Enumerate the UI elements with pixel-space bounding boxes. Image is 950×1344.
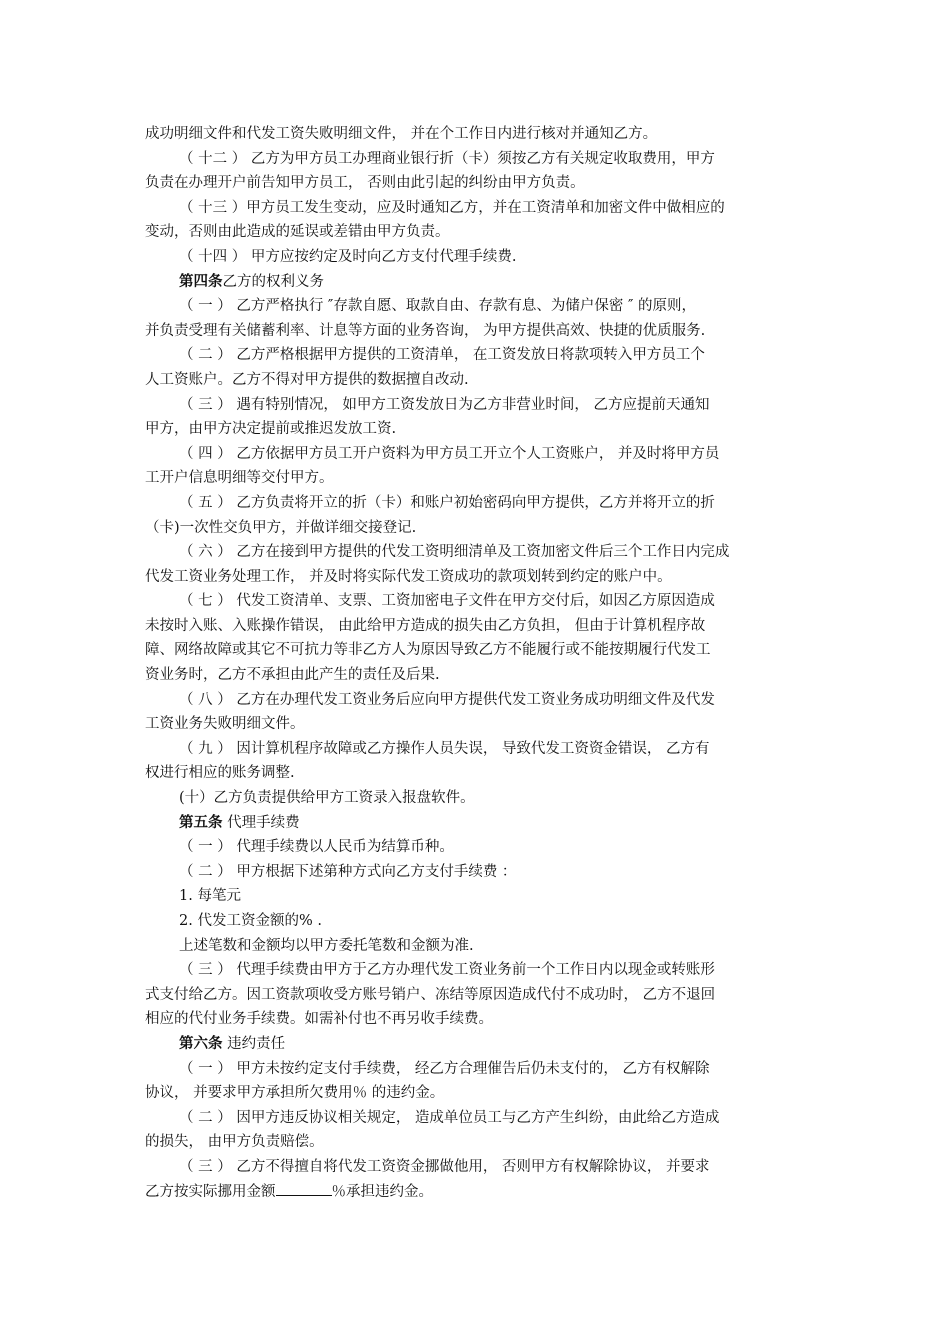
text-line: 负责在办理开户前告知甲方员工， 否则由此引起的纠纷由甲方负责。	[145, 175, 585, 192]
text-line: （ 三 ） 乙方不得擅自将代发工资资金挪做他用， 否则甲方有权解除协议， 并要求	[179, 1158, 710, 1175]
article-number: 第六条	[179, 1035, 223, 1052]
text-fragment: 乙方按实际挪用金额	[145, 1183, 276, 1200]
text-line: （ 八 ） 乙方在办理代发工资业务后应向甲方提供代发工资业务成功明细文件及代发	[179, 691, 715, 708]
text-line: 上述笔数和金额均以甲方委托笔数和金额为准.	[179, 937, 474, 954]
text-line: 未按时入账、入账操作错误， 由此给甲方造成的损失由乙方负担， 但由于计算机程序故	[145, 617, 706, 634]
text-line: 资业务时，乙方不承担由此产生的责任及后果.	[145, 667, 440, 684]
text-line: （ 七 ） 代发工资清单、支票、工资加密电子文件在甲方交付后，如因乙方原因造成	[179, 593, 715, 610]
text-line: （ 五 ） 乙方负责将开立的折（卡）和账户初始密码向甲方提供，乙方并将开立的折	[179, 494, 715, 511]
blank-underline	[276, 1181, 332, 1196]
contract-text	[145, 122, 807, 1204]
article-number: 第四条	[179, 273, 223, 290]
article-number: 第五条	[179, 814, 223, 831]
text-line: （ 二 ） 甲方根据下述第种方式向乙方支付手续费 ：	[179, 863, 517, 880]
text-line: 工开户信息明细等交付甲方。	[145, 470, 334, 487]
article-heading	[145, 270, 807, 295]
article-title: 乙方的权利义务	[222, 273, 324, 290]
article-heading	[145, 1032, 807, 1057]
text-line: 甲方，由甲方决定提前或推迟发放工资.	[145, 421, 397, 438]
text-line: （ 九 ） 因计算机程序故障或乙方操作人员失误， 导致代发工资资金错误， 乙方有	[179, 740, 710, 757]
text-line: 成功明细文件和代发工资失败明细文件， 并在个工作日内进行核对并通知乙方。	[145, 126, 658, 142]
text-line: 变动，否则由此造成的延误或差错由甲方负责。	[145, 224, 450, 241]
text-line: （ 三 ） 代理手续费由甲方于乙方办理代发工资业务前一个工作日内以现金或转账形	[179, 962, 715, 979]
text-line	[145, 1180, 807, 1205]
text-line: （ 十四 ） 甲方应按约定及时向乙方支付代理手续费.	[179, 248, 517, 265]
text-line: 障、网络故障或其它不可抗力等非乙方人为原因导致乙方不能履行或不能按期履行代发工	[145, 642, 711, 659]
article-title: 代理手续费	[222, 814, 300, 831]
text-line: （ 三 ） 遇有特别情况， 如甲方工资发放日为乙方非营业时间， 乙方应提前天通知	[179, 396, 710, 413]
text-fragment: ％承担违约金。	[331, 1183, 433, 1200]
text-line: 式支付给乙方。因工资款项收受方账号销户、冻结等原因造成代付不成功时， 乙方不退回	[145, 986, 716, 1003]
text-line: 代发工资业务处理工作， 并及时将实际代发工资成功的款项划转到约定的账户中。	[145, 568, 672, 585]
text-line: （ 二 ） 乙方严格根据甲方提供的工资清单， 在工资发放日将款项转入甲方员工个	[179, 347, 705, 364]
text-line: 工资业务失败明细文件。	[145, 716, 305, 733]
article-title: 违约责任	[222, 1035, 286, 1052]
text-line: 2. 代发工资金额的% .	[179, 913, 322, 929]
text-line: （ 四 ） 乙方依据甲方员工开户资料为甲方员工开立个人工资账户， 并及时将甲方员	[179, 445, 720, 462]
text-line: 相应的代付业务手续费。如需补付也不再另收手续费。	[145, 1011, 493, 1028]
text-line: 1. 每笔元	[179, 888, 241, 905]
text-line: 的损失， 由甲方负责赔偿。	[145, 1134, 324, 1151]
text-line: （卡)一次性交负甲方，并做详细交接登记.	[145, 519, 417, 536]
text-line: 人工资账户。乙方不得对甲方提供的数据擅自改动.	[145, 371, 469, 388]
text-line: （ 十二 ） 乙方为甲方员工办理商业银行折（卡）须按乙方有关规定收取费用，甲方	[179, 150, 715, 167]
text-line: 并负责受理有关储蓄利率、计息等方面的业务咨询， 为甲方提供高效、快捷的优质服务.	[145, 322, 706, 339]
text-line: （ 六 ） 乙方在接到甲方提供的代发工资明细清单及工资加密文件后三个工作日内完成	[179, 544, 730, 561]
text-line: （ 一 ） 乙方严格执行 ″存款自愿、取款自由、存款有息、为储户保密 ″ 的原则，	[179, 298, 696, 315]
article-heading	[145, 811, 807, 836]
text-line: （ 一 ） 甲方未按约定支付手续费， 经乙方合理催告后仍未支付的， 乙方有权解除	[179, 1060, 710, 1077]
text-line: 协议， 并要求甲方承担所欠费用％ 的违约金。	[145, 1085, 445, 1102]
text-line: （ 二 ） 因甲方违反协议相关规定， 造成单位员工与乙方产生纠纷，由此给乙方造成	[179, 1109, 720, 1126]
text-line: 权进行相应的账务调整.	[145, 765, 295, 782]
text-line: （ 十三 ）甲方员工发生变动，应及时通知乙方，并在工资清单和加密文件中做相应的	[179, 199, 725, 216]
text-line: (十）乙方负责提供给甲方工资录入报盘软件。	[179, 790, 475, 807]
text-line: （ 一 ） 代理手续费以人民币为结算币种。	[179, 839, 454, 856]
